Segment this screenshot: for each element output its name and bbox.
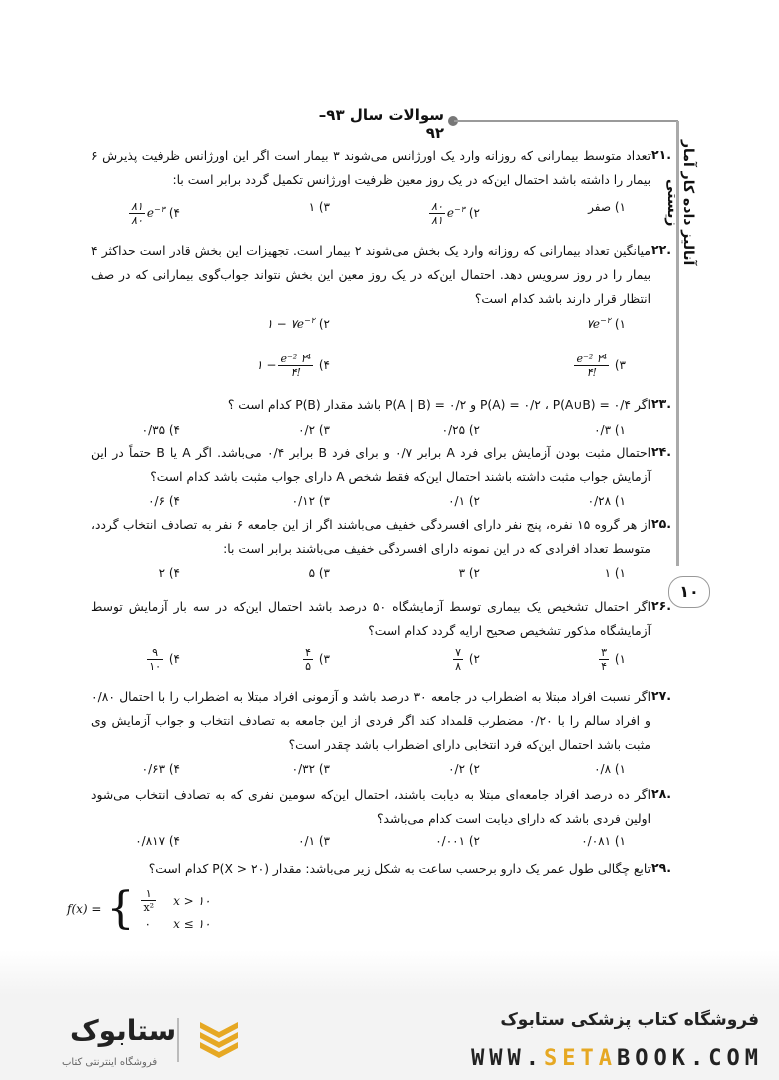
question-text: تعداد متوسط بیمارانی که روزانه وارد یک اورژانس می‌شوند ۳ بیمار است اگر این اورژانس ظرفیت پذیرش ۶ بیمار را داشته باشد احتمال این‌که در یک روز معین ظرفیت اورژانس تکمیل گردد برابر است با:: [91, 149, 652, 187]
option[interactable]: ۳) ۰/۱۲: [291, 494, 330, 508]
options-row: [30, 316, 626, 344]
option-label: ۲): [468, 206, 480, 220]
question-number: ۲۴.: [651, 444, 672, 459]
option-math: [266, 317, 315, 331]
frac-num: e⁻² ۲⁴: [576, 352, 608, 365]
website-url[interactable]: [471, 1046, 763, 1071]
option-math: [572, 352, 611, 379]
question-text: اگر P(A) = ۰/۲ ، P(A∪B) = ۰/۴ و P(A | B) = ۰/۲ باشد مقدار P(B) کدام است ؟: [227, 398, 651, 412]
footer-divider: [177, 1018, 179, 1062]
question-text: تابع چگالی طول عمر یک دارو برحسب ساعت به شکل زیر می‌باشد: مقدار P(X > ۲۰) کدام است؟: [148, 862, 651, 876]
frac-den: x²: [143, 901, 155, 915]
option[interactable]: ۴) ۰/۳۵: [141, 423, 180, 437]
question-number: ۲۱.: [651, 147, 672, 162]
option-math: [256, 352, 315, 379]
option[interactable]: ۴) ۰/۸۱۷: [135, 834, 180, 848]
piecewise-function: [66, 883, 211, 934]
option[interactable]: [572, 352, 626, 379]
shop-name: فروشگاه کتاب پزشکی ستابوک: [500, 1010, 759, 1030]
option[interactable]: [427, 200, 480, 227]
option[interactable]: [127, 200, 180, 227]
option[interactable]: ۱) صفر: [588, 200, 626, 214]
option[interactable]: ۲) ۰/۲۵: [441, 423, 480, 437]
option[interactable]: ۲) ۳: [458, 566, 480, 580]
frac-den: ۱۰: [149, 660, 162, 673]
question-number: ۲۳.: [651, 396, 672, 411]
question-number: ۲۸.: [651, 786, 672, 801]
option-label: ۱): [614, 652, 626, 666]
options-row: [30, 566, 626, 594]
option[interactable]: ۲) ۰/۱: [448, 494, 480, 508]
option[interactable]: ۱) ۰/۲۸: [587, 494, 626, 508]
option[interactable]: ۱) ۰/۰۸۱: [581, 834, 626, 848]
option[interactable]: [301, 646, 330, 673]
brand-tagline: فروشگاه اینترنتی کتاب: [62, 1057, 158, 1068]
option[interactable]: ۳) ۱: [308, 200, 330, 214]
option-label: ۱): [614, 317, 626, 331]
question-text: میانگین تعداد بیمارانی که روزانه وارد یک بخش می‌شوند ۲ بیمار است. تجهیزات این بخش قادر است حداکثر ۴ بیمار را در روز سرویس دهد. احتمال این‌که در یک روز معین این بخش نتواند جواب‌گوی بیمارانی که در صف انتظار قرار دارند باشد کدام است؟: [91, 244, 651, 306]
frac-num: e⁻² ۲⁴: [280, 352, 312, 365]
exp-power: −۳: [454, 205, 466, 214]
brand-logo[interactable]: ستابوک: [70, 1014, 177, 1047]
frac-den: ۵: [305, 660, 312, 673]
frac-num: ۴: [305, 646, 312, 659]
frac-den: ۴!: [290, 366, 301, 379]
option[interactable]: ۴) ۰/۶: [148, 494, 180, 508]
options-row: [30, 352, 626, 388]
pw-brace: {: [106, 883, 135, 934]
question-text: احتمال مثبت بودن آزمایش برای فرد A برابر ۰/۷ و برای فرد B برابر ۰/۴ می‌باشد. اگر A یا B حتماً در این آزمایش جواب مثبت داشته باشند احتمال این‌که فقط شخص A دارای جواب مثبت باشد کدام است؟: [91, 446, 651, 484]
option[interactable]: [145, 646, 180, 673]
math-text: ۱ − ۷e: [266, 317, 305, 331]
option-label: ۲): [318, 317, 330, 331]
exp-power: −۲: [600, 316, 612, 325]
option[interactable]: ۳) ۵: [308, 566, 330, 580]
option[interactable]: [586, 316, 626, 331]
question-text: اگر ده درصد افراد جامعه‌ای مبتلا به دیابت باشند، احتمال این‌که سومین نفری که به تصادف انتخاب می‌شود اولین فردی باشد که دارای دیابت است کدام می‌باشد؟: [91, 788, 651, 826]
option-math: [586, 317, 611, 331]
question-text: اگر نسبت افراد مبتلا به اضطراب در جامعه ۳۰ درصد باشد و آزمونی افراد مبتلا به اضطراب را با احتمال ۰/۸۰ و افراد سالم را با ۰/۲۰ مضطرب قلمداد کند اگر فردی از این جامعه به تصادف انتخاب و جواب آزمایش وی مثبت باشد احتمال این‌که فرد انتخابی دارای اضطراب باشد چقدر است؟: [91, 690, 651, 752]
book-logo-icon: [196, 1016, 242, 1058]
pw-value: ۰: [144, 916, 151, 931]
url-part: WWW.: [471, 1046, 545, 1071]
option[interactable]: [597, 646, 626, 673]
pw-frac: [141, 887, 156, 914]
frac-num: ۸۱: [131, 200, 143, 213]
pw-cond: x > ۱۰: [173, 893, 211, 908]
option[interactable]: [256, 352, 330, 379]
option[interactable]: ۲) ۰/۰۰۱: [435, 834, 480, 848]
frac-den: ۴: [601, 660, 608, 673]
frac-den: ۸۰: [131, 214, 143, 227]
option-label: ۴): [318, 358, 330, 372]
option[interactable]: ۱) ۱: [604, 566, 626, 580]
footer-fade: [0, 950, 779, 995]
frac-den: ۸: [455, 660, 462, 673]
option[interactable]: ۳) ۰/۳۲: [291, 762, 330, 776]
question-text: اگر احتمال تشخیص یک بیماری توسط آزمایشگاه ۵۰ درصد باشد احتمال این‌که در سه بار آزمایش توسط آزمایشگاه مذکور تشخیص صحیح ارایه گردد کدام است؟: [91, 600, 651, 638]
side-title: آنالیز داده کار آمار زیستی: [664, 140, 696, 266]
question-text: از هر گروه ۱۵ نفره، پنج نفر دارای افسردگی خفیف می‌باشند اگر از این جامعه ۶ نفر به تصادف انتخاب گردد، متوسط تعداد افرادی که در این نمونه دارای افسردگی خفیف می‌باشند برابر است با:: [91, 518, 651, 556]
option-label: ۴): [168, 206, 180, 220]
frac-den: ۸۱: [431, 214, 443, 227]
exp-power: −۲: [304, 316, 316, 325]
exp-power: −۳: [154, 205, 166, 214]
option-label: ۲): [468, 652, 480, 666]
option[interactable]: ۱) ۰/۳: [594, 423, 626, 437]
math-text: ۷e: [586, 317, 601, 331]
pw-value: [138, 886, 172, 916]
options-row: [30, 200, 626, 228]
frac-num: ۳: [601, 646, 608, 659]
exp-base: e: [446, 206, 455, 220]
frac-num: ۹: [147, 646, 163, 660]
pw-label: f(x) =: [67, 902, 102, 916]
option-label: ۳): [614, 358, 626, 372]
page-title: سوالات سال ۹۳–۹۲: [318, 106, 444, 142]
option[interactable]: ۱) ۰/۸: [594, 762, 626, 776]
options-row: [30, 646, 626, 680]
frac-num: ۸۰: [431, 200, 443, 213]
frac-den: ۴!: [586, 366, 597, 379]
question-number: ۲۹.: [651, 860, 672, 875]
option-math: [127, 200, 166, 227]
frac-num: ۱: [141, 887, 156, 901]
page-number: ۱۰: [668, 576, 710, 608]
question-number: ۲۵.: [651, 516, 672, 531]
option-label: ۳): [318, 652, 330, 666]
option[interactable]: ۲) ۰/۲: [448, 762, 480, 776]
question-number: ۲۷.: [651, 688, 672, 703]
header-rule: [454, 120, 678, 122]
pw-cond: x ≤ ۱۰: [173, 916, 211, 931]
math-text: ۱ −: [256, 358, 277, 372]
option-math: [427, 200, 466, 227]
option[interactable]: [451, 646, 480, 673]
url-part: SETA: [544, 1046, 618, 1071]
option[interactable]: ۳) ۰/۱: [298, 834, 330, 848]
option[interactable]: ۳) ۰/۲: [298, 423, 330, 437]
option[interactable]: [266, 316, 330, 331]
url-part: BOOK.COM: [617, 1046, 763, 1071]
question-number: ۲۲.: [651, 242, 672, 257]
option[interactable]: ۴) ۰/۶۳: [141, 762, 180, 776]
option[interactable]: ۴) ۲: [158, 566, 180, 580]
frac-num: ۷: [455, 646, 462, 659]
question-number: ۲۶.: [651, 598, 672, 613]
piecewise-table: [66, 883, 211, 934]
option-label: ۴): [168, 652, 180, 666]
exp-base: e: [146, 206, 155, 220]
